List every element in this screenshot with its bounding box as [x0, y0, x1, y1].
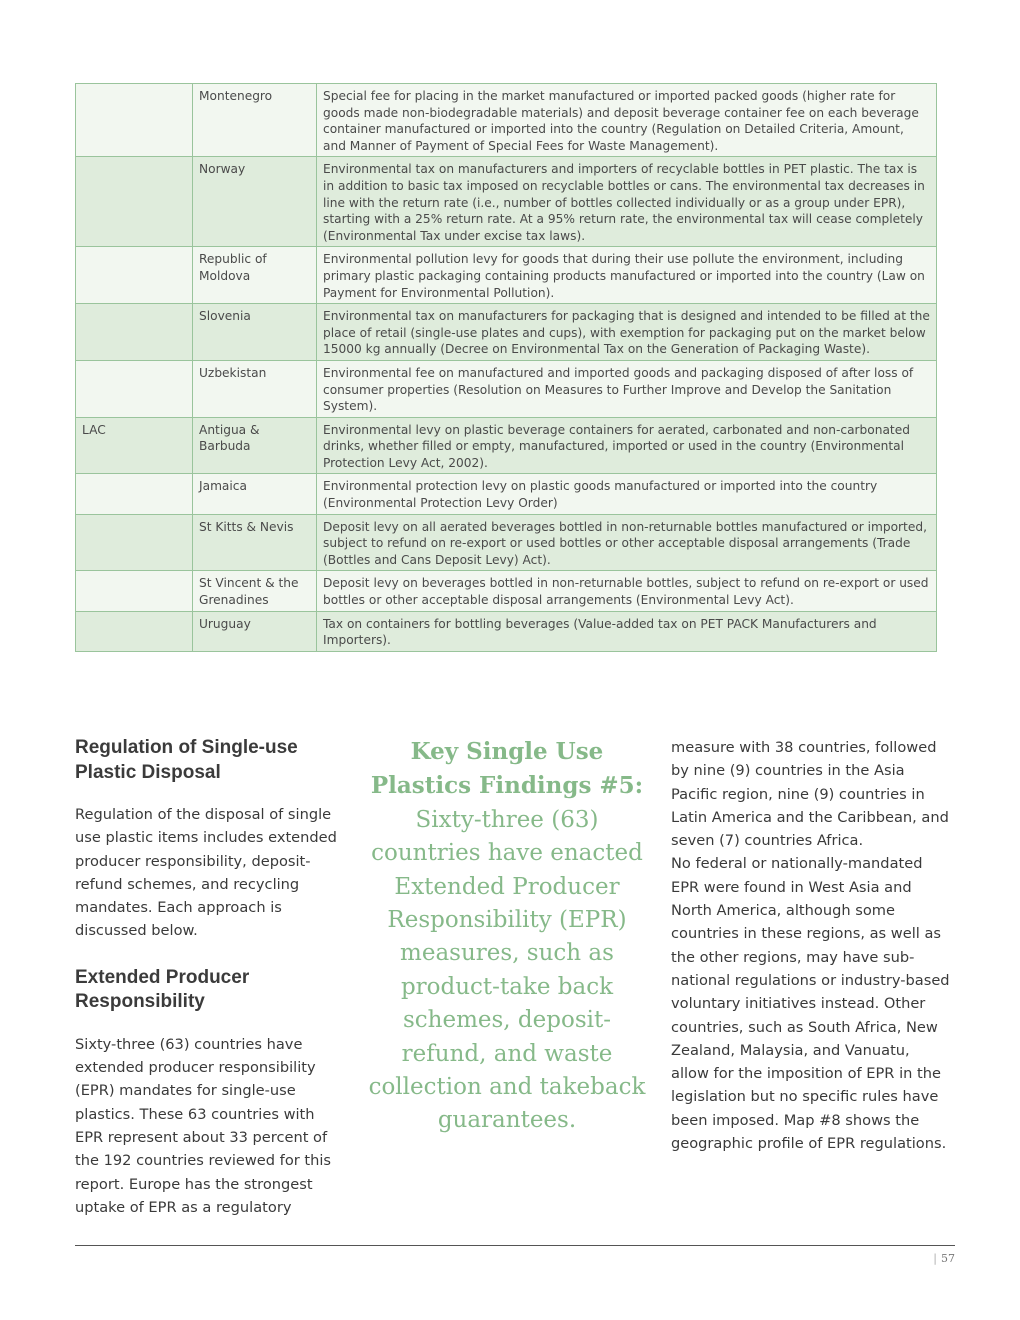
measure-cell: Environmental tax on manufacturers for packaging that is designed and intended to be filled at the place of retail (single-use plates and cups), with exemption for packaging put on the market below 15000 kg annually (Decree on Environmental Tax on the Generation of Packaging Waste).	[317, 304, 937, 361]
measure-cell: Environmental fee on manufactured and imported goods and packaging disposed of after loss of consumer properties (Resolution on Measures to Further Improve and Develop the Sanitation System).	[317, 360, 937, 417]
region-cell	[76, 304, 193, 361]
region-cell	[76, 571, 193, 611]
page-number-value: 57	[941, 1252, 955, 1265]
region-cell: LAC	[76, 417, 193, 474]
measure-cell: Environmental tax on manufacturers and importers of recyclable bottles in PET plastic. The tax is in addition to basic tax imposed on recyclable bottles or cans. The environmental tax decreases in line with the return rate (i.e., number of bottles collected individually or as a group under EPR), starting with a 25% return rate. At a 95% return rate, the environmental tax will cease completely (Environmental Tax under excise tax laws).	[317, 157, 937, 247]
page-number-separator: |	[933, 1252, 937, 1265]
region-cell	[76, 84, 193, 157]
region-cell	[76, 360, 193, 417]
paragraph-epr: Sixty-three (63) countries have extended producer responsibility (EPR) mandates for single-use plastics. These 63 countries with EPR represent about 33 percent of the 192 countries reviewed for this report. Europe has the strongest uptake of EPR as a regulatory	[75, 1035, 332, 1216]
region-cell	[76, 157, 193, 247]
country-cell: Norway	[193, 157, 317, 247]
paragraph-epr-regions: No federal or nationally-mandated EPR were found in West Asia and North America, although some countries in these regions, as well as the other regions, may have sub-national regulations or industry-based voluntary initiatives instead. Other countries, such as South Africa, New Zealand, Malaysia, and Vanuatu, allow for the imposition of EPR in the legislation but no specific rules have been imposed. Map #8 shows the geographic profile of EPR regulations.	[671, 855, 950, 1153]
country-cell: Uruguay	[193, 611, 317, 651]
region-cell	[76, 474, 193, 514]
table-row	[76, 157, 937, 247]
measure-cell: Environmental protection levy on plastic goods manufactured or imported into the country (Environmental Protection Levy Order)	[317, 474, 937, 514]
table-row	[76, 611, 937, 651]
country-cell: St Kitts & Nevis	[193, 514, 317, 571]
region-cell	[76, 611, 193, 651]
table-row	[76, 247, 937, 304]
policy-table	[75, 83, 937, 652]
page-number	[933, 1252, 955, 1265]
callout-title: Key Single Use Plastics Findings #5:	[370, 738, 644, 800]
country-cell: Uzbekistan	[193, 360, 317, 417]
measure-cell: Environmental levy on plastic beverage containers for aerated, carbonated and non-carbonated drinks, whether filled or empty, manufactured, imported or used in the country (Environmental Protection Levy Act, 2002).	[317, 417, 937, 474]
region-cell	[76, 514, 193, 571]
table-row	[76, 417, 937, 474]
footer-divider	[75, 1245, 955, 1246]
key-findings-callout	[368, 735, 646, 1138]
table-row	[76, 474, 937, 514]
left-column	[75, 736, 347, 1219]
region-cell	[76, 247, 193, 304]
country-cell: St Vincent & the Grenadines	[193, 571, 317, 611]
measure-cell: Deposit levy on all aerated beverages bottled in non-returnable bottles manufactured or imported, subject to refund on re-export or used bottles or other acceptable disposal arrangements (Trade (Bottles and Cans Deposit Levy) Act).	[317, 514, 937, 571]
country-cell: Slovenia	[193, 304, 317, 361]
country-cell: Republic of Moldova	[193, 247, 317, 304]
callout-text: Sixty-three (63) countries have enacted Extended Producer Responsibility (EPR) measures, such as product-take back schemes, deposit-refund, and waste collection and takeback guarantees.	[368, 806, 646, 1134]
table-row	[76, 571, 937, 611]
table-row	[76, 304, 937, 361]
table-row	[76, 84, 937, 157]
table-row	[76, 514, 937, 571]
section-heading-disposal: Regulation of Single-use Plastic Disposal	[75, 737, 298, 783]
measure-cell: Deposit levy on beverages bottled in non-returnable bottles, subject to refund on re-export or used bottles or other acceptable disposal arrangements (Environmental Levy Act).	[317, 571, 937, 611]
country-cell: Antigua & Barbuda	[193, 417, 317, 474]
measure-cell: Special fee for placing in the market manufactured or imported packed goods (higher rate for goods made non-biodegradable materials) and deposit beverage container fee on each beverage container manufactured or imported into the country (Regulation on Detailed Criteria, Amount, and Manner of Payment of Special Fees for Waste Management).	[317, 84, 937, 157]
paragraph-disposal: Regulation of the disposal of single use plastic items includes extended producer responsibility, deposit-refund schemes, and recycling mandates. Each approach is discussed below.	[75, 806, 337, 940]
paragraph-epr-continued: measure with 38 countries, followed by nine (9) countries in the Asia Pacific region, nine (9) countries in Latin America and the Caribbean, and seven (7) countries Africa.	[671, 739, 949, 850]
country-cell: Jamaica	[193, 474, 317, 514]
table-row	[76, 360, 937, 417]
country-cell: Montenegro	[193, 84, 317, 157]
measure-cell: Environmental pollution levy for goods that during their use pollute the environment, including primary plastic packaging containing products manufactured or imported into the country (Law on Payment for Environmental Pollution).	[317, 247, 937, 304]
right-column	[671, 736, 951, 1155]
section-heading-epr: Extended Producer Responsibility	[75, 966, 250, 1013]
measure-cell: Tax on containers for bottling beverages (Value-added tax on PET PACK Manufacturers and Importers).	[317, 611, 937, 651]
